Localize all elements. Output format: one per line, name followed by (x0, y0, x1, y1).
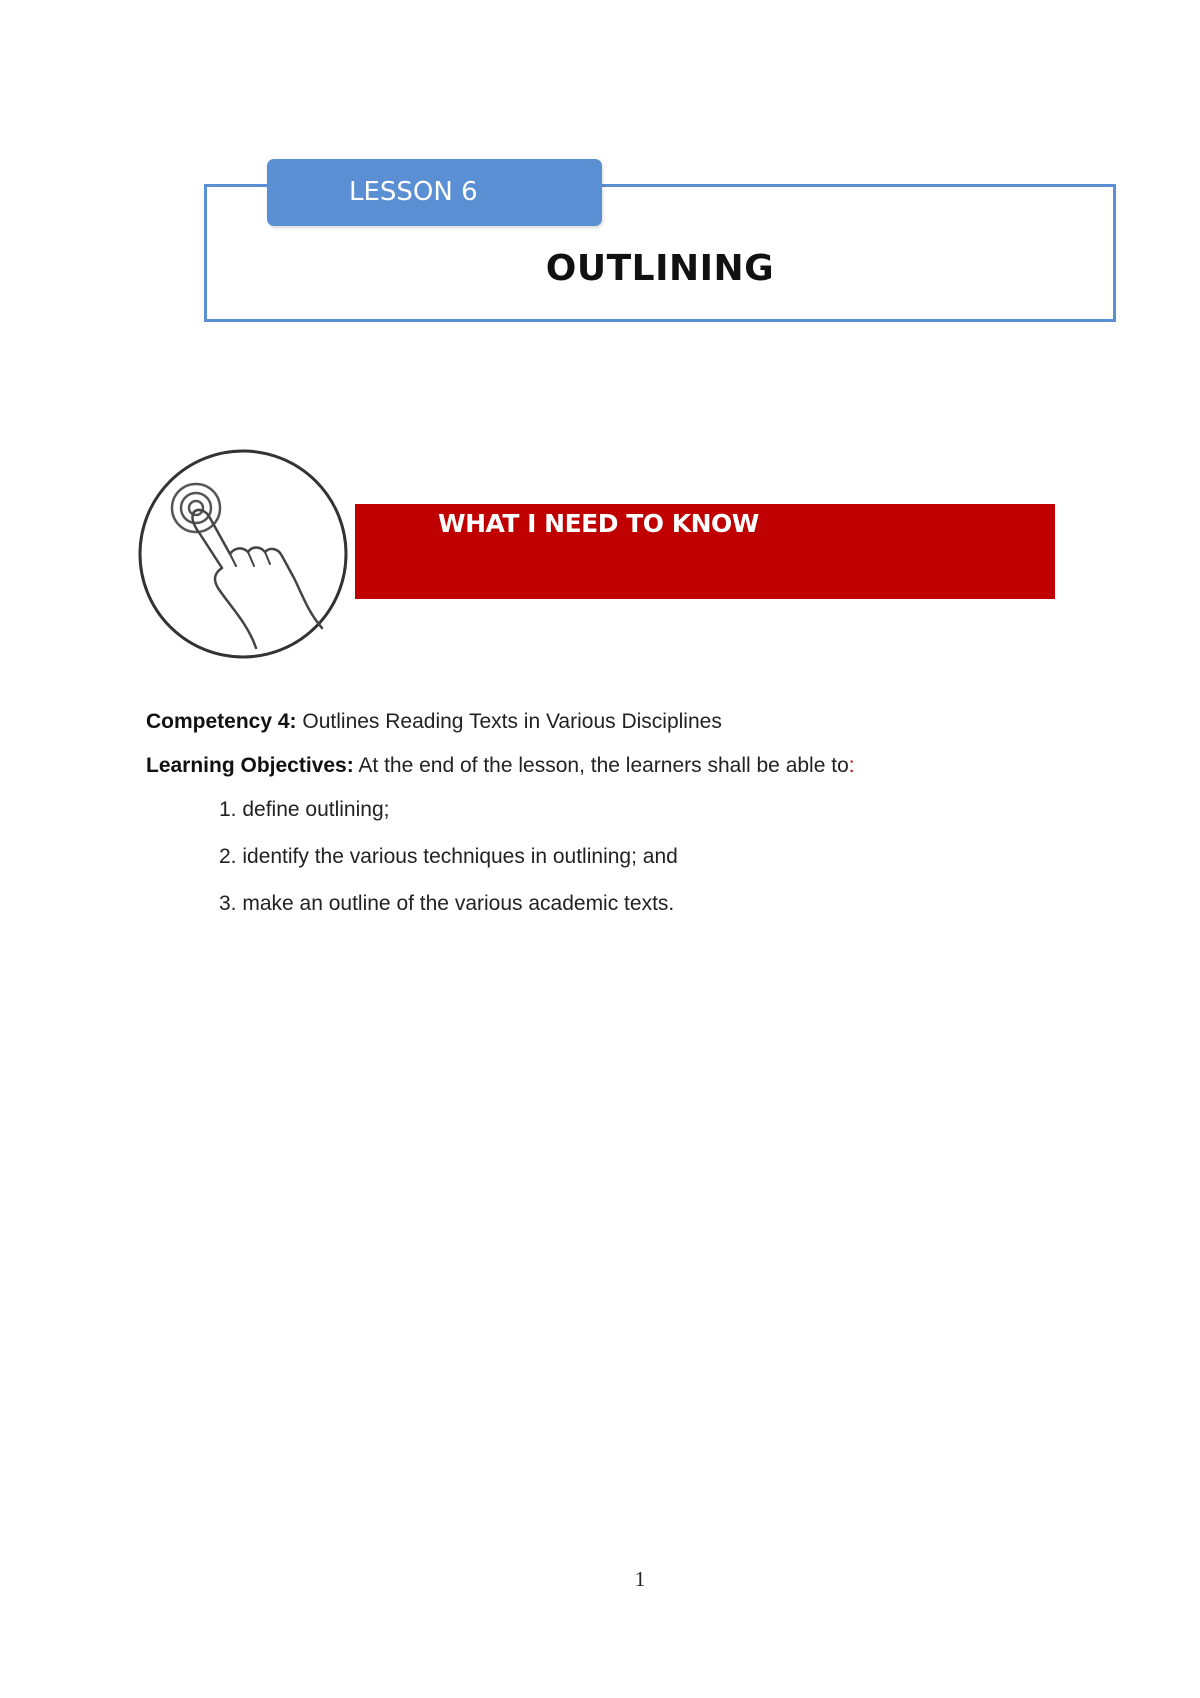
objectives-intro-colon: : (848, 754, 855, 777)
lesson-label: LESSON 6 (349, 177, 478, 207)
lesson-tab (267, 159, 602, 226)
objectives-line (146, 752, 1046, 796)
objective-item: 3. make an outline of the various academic texts. (219, 892, 675, 915)
competency-label: Competency 4: (146, 710, 297, 733)
competency-text: Outlines Reading Texts in Various Disciplines (302, 710, 722, 733)
hand-pointing-icon (138, 448, 348, 660)
section-banner-label: WHAT I NEED TO KNOW (438, 509, 759, 538)
competency-line (146, 708, 1046, 752)
objectives-intro: At the end of the lesson, the learners shall be able to (358, 754, 849, 777)
objective-item: 1. define outlining; (219, 798, 390, 821)
objectives-label: Learning Objectives: (146, 754, 354, 777)
objective-item: 2. identify the various techniques in outlining; and (219, 845, 678, 868)
page-number: 1 (634, 1567, 646, 1591)
lesson-content (146, 708, 1046, 937)
lesson-title: OUTLINING (545, 248, 775, 289)
